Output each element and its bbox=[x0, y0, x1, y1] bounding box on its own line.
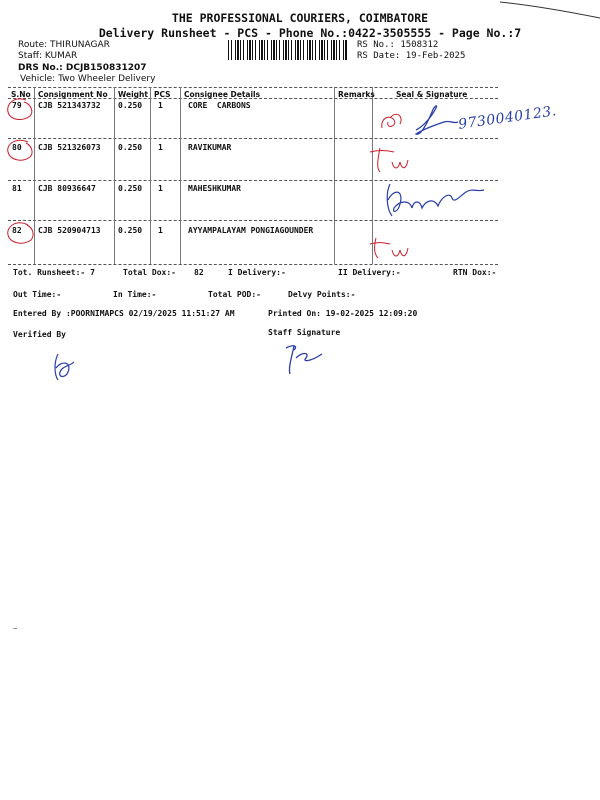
barcode-bar bbox=[231, 40, 232, 60]
delvy-points-label: Delvy Points:- bbox=[288, 290, 356, 299]
barcode-bar bbox=[331, 40, 332, 60]
barcode-bar bbox=[336, 40, 337, 60]
barcode-bar bbox=[309, 40, 311, 60]
barcode-bar bbox=[279, 40, 280, 60]
barcode-bar bbox=[276, 40, 277, 60]
barcode-bar bbox=[273, 40, 275, 60]
stray-dot bbox=[13, 628, 17, 629]
signature-scribble bbox=[362, 228, 422, 264]
barcode-bar bbox=[295, 40, 296, 60]
route-label: Route: THIRUNAGAR bbox=[18, 40, 110, 50]
total-dox-label: Total Dox:- bbox=[123, 268, 176, 277]
barcode-bar bbox=[343, 40, 344, 60]
barcode-bar bbox=[261, 40, 263, 60]
total-pod-label: Total POD:- bbox=[208, 290, 261, 299]
barcode-bar bbox=[255, 40, 256, 60]
row-pcs: 1 bbox=[158, 184, 163, 193]
barcode-bar bbox=[249, 40, 251, 60]
row-sno: 80 bbox=[12, 143, 22, 152]
row-consignee: AYYAMPALAYAM PONGIAGOUNDER bbox=[188, 226, 314, 235]
barcode-bar bbox=[291, 40, 292, 60]
row-sno: 81 bbox=[12, 184, 22, 193]
row-weight: 0.250 bbox=[118, 184, 143, 193]
sno-circle-mark bbox=[4, 137, 34, 167]
row-weight: 0.250 bbox=[118, 101, 143, 110]
barcode-bar bbox=[339, 40, 340, 60]
barcode-bar bbox=[235, 40, 236, 60]
barcode-bar bbox=[312, 40, 313, 60]
row-consignment: CJB 521343732 bbox=[38, 101, 101, 110]
row-consignee: MAHESHKUMAR bbox=[188, 184, 241, 193]
out-time-label: Out Time:- bbox=[13, 290, 62, 299]
signature-scribble bbox=[364, 140, 424, 180]
barcode-bar bbox=[307, 40, 308, 60]
barcode-bar bbox=[321, 40, 323, 60]
barcode-bar bbox=[345, 40, 347, 60]
col-header-consignee: Consignee Details bbox=[184, 90, 261, 99]
col-header-pcs: PCS bbox=[154, 90, 171, 99]
row-pcs: 1 bbox=[158, 143, 163, 152]
handwritten-phone-number: 9730040123. bbox=[457, 103, 558, 133]
staff-label: Staff: KUMAR bbox=[18, 51, 78, 61]
barcode-bar bbox=[327, 40, 328, 60]
row-consignment: CJB 520904713 bbox=[38, 226, 101, 235]
barcode bbox=[228, 40, 350, 62]
barcode-bar bbox=[259, 40, 260, 60]
barcode-bar bbox=[285, 40, 287, 60]
barcode-bar bbox=[333, 40, 335, 60]
barcode-bar bbox=[300, 40, 301, 60]
signature-scribble bbox=[380, 178, 490, 222]
row-weight: 0.250 bbox=[118, 143, 143, 152]
barcode-bar bbox=[252, 40, 253, 60]
rs-no-label: RS No.: 1508312 bbox=[357, 40, 439, 50]
rs-date-label: RS Date: 19-Feb-2025 bbox=[357, 51, 466, 61]
total-dox-value: 82 bbox=[194, 268, 204, 277]
printed-on-label: Printed On: 19-02-2025 12:09:20 bbox=[268, 309, 418, 318]
row-consignment: CJB 521326073 bbox=[38, 143, 101, 152]
barcode-bar bbox=[264, 40, 265, 60]
col-header-remarks: Remarks bbox=[338, 90, 375, 99]
barcode-bar bbox=[271, 40, 272, 60]
staff-signature-scribble bbox=[276, 338, 332, 378]
row-pcs: 1 bbox=[158, 226, 163, 235]
row-sno: 79 bbox=[12, 101, 22, 110]
barcode-bar bbox=[288, 40, 289, 60]
col-header-weight: Weight bbox=[118, 90, 148, 99]
col-header-consignment: Consignment No bbox=[38, 90, 108, 99]
staff-signature-label: Staff Signature bbox=[268, 328, 341, 337]
row-sno: 82 bbox=[12, 226, 22, 235]
drs-no-label: DRS No.: DCJB150831207 bbox=[18, 63, 147, 73]
barcode-bar bbox=[303, 40, 304, 60]
runsheet-subtitle: Delivery Runsheet - PCS - Phone No.:0422-3505555 - Page No.:7 bbox=[98, 26, 522, 40]
row-consignee: CORE CARBONS bbox=[188, 101, 251, 110]
vehicle-label: Vehicle: Two Wheeler Delivery bbox=[20, 74, 156, 84]
i-delivery-label: I Delivery:- bbox=[228, 268, 286, 277]
barcode-bar bbox=[319, 40, 320, 60]
sno-circle-mark bbox=[4, 219, 36, 249]
row-consignee: RAVIKUMAR bbox=[188, 143, 232, 152]
row-pcs: 1 bbox=[158, 101, 163, 110]
rtn-dox-label: RTN Dox:- bbox=[453, 268, 497, 277]
barcode-bar bbox=[243, 40, 244, 60]
barcode-bar bbox=[267, 40, 268, 60]
barcode-bar bbox=[324, 40, 325, 60]
barcode-bar bbox=[247, 40, 248, 60]
verifier-signature-scribble bbox=[46, 350, 80, 384]
in-time-label: In Time:- bbox=[113, 290, 157, 299]
tot-runsheet-label: Tot. Runsheet:- 7 bbox=[13, 268, 95, 277]
barcode-bar bbox=[283, 40, 284, 60]
col-header-sno: S.No bbox=[11, 90, 31, 99]
row-weight: 0.250 bbox=[118, 226, 143, 235]
sno-circle-mark bbox=[4, 96, 34, 126]
barcode-bar bbox=[297, 40, 299, 60]
barcode-bar bbox=[315, 40, 316, 60]
entered-by-label: Entered By :POORNIMAPCS 02/19/2025 11:51:27 AM bbox=[13, 309, 235, 318]
company-title: THE PROFESSIONAL COURIERS, COIMBATORE bbox=[171, 11, 429, 25]
ii-delivery-label: II Delivery:- bbox=[338, 268, 401, 277]
col-header-signature: Seal & Signature bbox=[396, 90, 468, 99]
barcode-bar bbox=[237, 40, 239, 60]
barcode-bar bbox=[228, 40, 229, 60]
row-consignment: CJB 80936647 bbox=[38, 184, 96, 193]
verified-by-label: Verified By bbox=[13, 330, 66, 339]
barcode-bar bbox=[240, 40, 241, 60]
